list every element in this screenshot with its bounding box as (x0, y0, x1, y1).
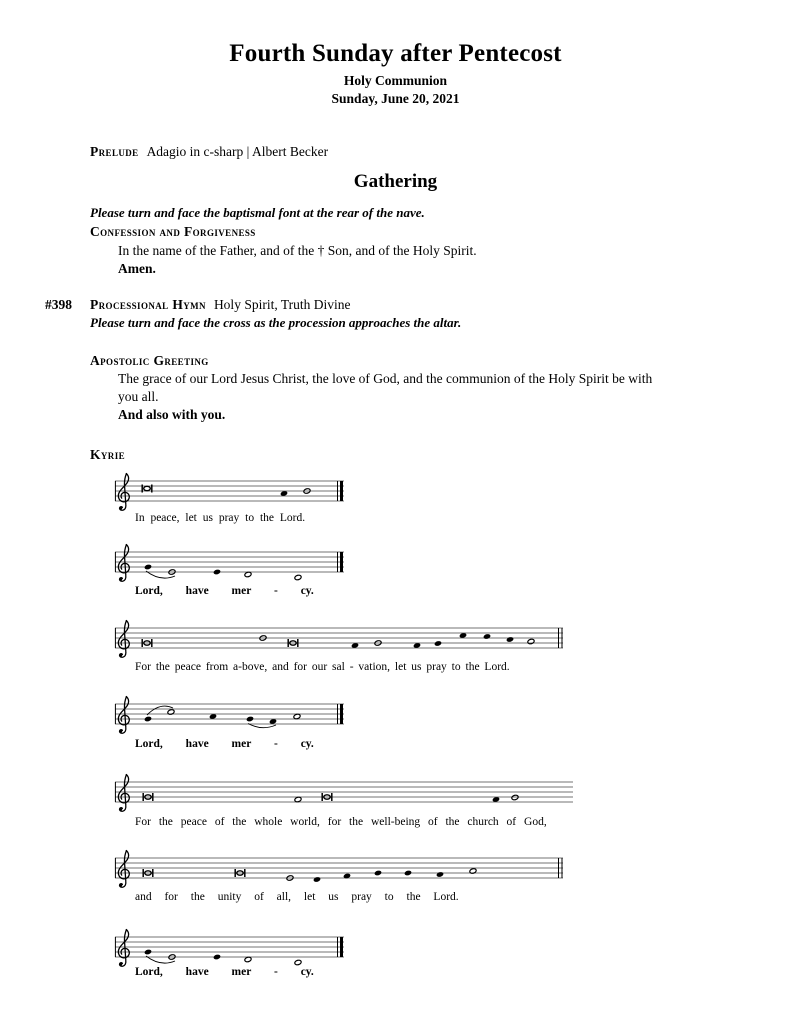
kyrie-staff-6 (113, 848, 573, 908)
note-h (294, 959, 302, 965)
staff-lyrics: Lord, have mer - cy. (135, 738, 314, 750)
note-q (506, 636, 514, 642)
treble-clef-icon (118, 545, 129, 582)
staff-lyrics: and for the unity of all, let us pray to the Lord. (135, 891, 459, 903)
treble-clef-icon (118, 697, 129, 734)
page-title: Fourth Sunday after Pentecost (229, 40, 562, 67)
note-q (144, 564, 152, 570)
note-h (527, 638, 535, 644)
note-q (404, 870, 412, 876)
processional-hymn-line (45, 297, 350, 313)
note-q (144, 716, 152, 722)
kyrie-staff-5 (113, 772, 583, 832)
treble-clef-icon (118, 474, 129, 511)
staff-lyrics: For the peace from a-bove, and for our sal - vation, let us pray to the Lord. (135, 661, 510, 673)
note-q (213, 569, 221, 575)
greeting-text-line2: you all. (118, 389, 159, 404)
note-q (246, 716, 254, 722)
treble-clef-icon (118, 621, 129, 658)
greeting-text-line1: The grace of our Lord Jesus Christ, the love of God, and the communion of the Holy Spirit be with (118, 371, 653, 386)
prelude-label: Prelude (90, 144, 139, 159)
treble-clef-icon (118, 851, 129, 888)
note-q (436, 871, 444, 877)
kyrie-staff-1 (113, 471, 354, 531)
kyrie-heading: Kyrie (90, 447, 126, 462)
service-date: Sunday, June 20, 2021 (331, 91, 460, 106)
note-q (374, 870, 382, 876)
note-q (434, 640, 442, 646)
rubric-baptismal-font: Please turn and face the baptismal font at the rear of the nave. (90, 205, 425, 220)
kyrie-staff-4 (113, 694, 354, 754)
treble-clef-icon (118, 775, 129, 812)
prelude-line (90, 144, 328, 160)
apostolic-greeting-heading: Apostolic Greeting (90, 353, 209, 368)
service-type: Holy Communion (343, 73, 448, 88)
staff-lyrics: For the peace of the whole world, for the well-being of the church of God, (135, 816, 547, 828)
hymn-number: #398 (45, 297, 72, 312)
hymn-label: Processional Hymn (90, 297, 206, 312)
note-h (294, 574, 302, 580)
note-q (144, 949, 152, 955)
note-q (483, 633, 491, 639)
note-q (213, 954, 221, 960)
confession-text: In the name of the Father, and of the † Son, and of the Holy Spirit. (118, 243, 477, 258)
kyrie-staff-7 (113, 927, 354, 987)
prelude-piece: Adagio in c-sharp | Albert Becker (146, 144, 329, 159)
treble-clef-icon (118, 930, 129, 967)
staff-lyrics: In peace, let us pray to the Lord. (135, 512, 306, 524)
rubric-procession: Please turn and face the cross as the procession approaches the altar. (90, 315, 462, 330)
kyrie-staff-2 (113, 542, 354, 602)
section-heading-gathering: Gathering (353, 171, 438, 192)
note-h (511, 794, 519, 800)
kyrie-staff-3 (113, 618, 573, 678)
note-q (313, 876, 321, 882)
staff-lyrics: Lord, have mer - cy. (135, 585, 314, 597)
confession-response: Amen. (118, 261, 156, 276)
staff-lyrics: Lord, have mer - cy. (135, 966, 314, 978)
hymn-title: Holy Spirit, Truth Divine (213, 297, 351, 312)
confession-heading: Confession and Forgiveness (90, 224, 256, 239)
greeting-response: And also with you. (118, 407, 226, 422)
